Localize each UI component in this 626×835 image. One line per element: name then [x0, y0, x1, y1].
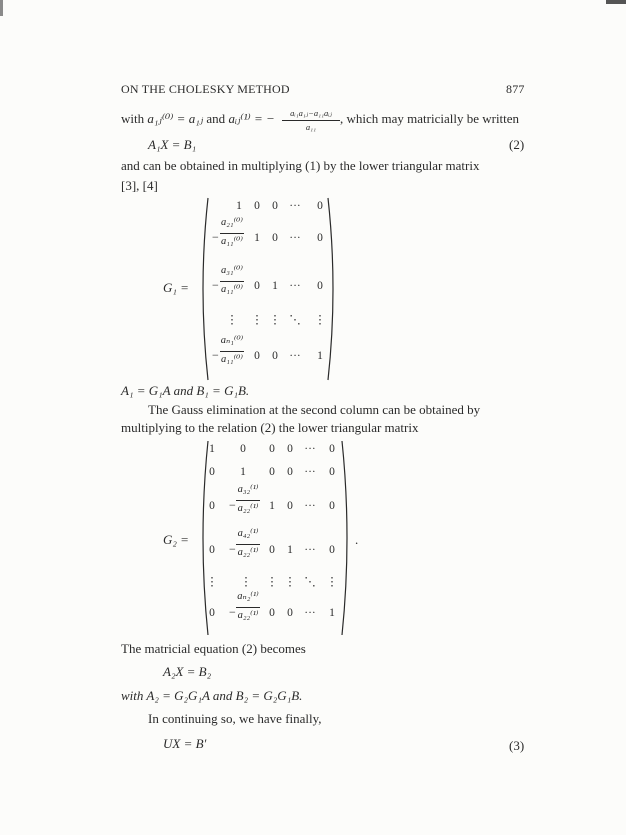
- paragraph-4: In continuing so, we have finally,: [148, 711, 322, 726]
- g2-r3-c4: 0: [287, 500, 293, 512]
- g2-r5-c2: ⋮: [240, 576, 252, 588]
- g2-r2-c1: 0: [209, 466, 215, 478]
- g1-r4-c4: ⋱: [289, 314, 301, 326]
- g1-r5-c2: 0: [254, 350, 260, 362]
- relation-1: A₁ = G₁A and B₁ = G₁B.: [121, 383, 250, 398]
- eq-aij-lhs: aᵢⱼ⁽¹⁾ = −: [228, 111, 275, 126]
- equation-3: UX = B′: [163, 736, 207, 751]
- line1-frac-num: aᵢ₁a₁ⱼ−a₁₁aᵢⱼ: [290, 108, 332, 118]
- running-title: ON THE CHOLESKY METHOD: [121, 82, 290, 96]
- g1-r2-c5: 0: [317, 232, 323, 244]
- g2-r3-minus: −: [229, 498, 236, 512]
- paragraph-1-line-a: and can be obtained in multiplying (1) by the lower triangular matrix: [121, 158, 480, 173]
- g1-r3-frac: [220, 266, 244, 295]
- g2-r6-c3: 0: [269, 607, 275, 619]
- g2-trailing-period: .: [355, 532, 359, 547]
- g1-label: G₁ =: [163, 280, 189, 295]
- g2-r3-c1: 0: [209, 500, 215, 512]
- g2-r2-c6: 0: [329, 466, 335, 478]
- paragraph-2-line-b: multiplying to the relation (2) the lower triangular matrix: [121, 420, 419, 435]
- g1-r2-minus: −: [212, 230, 219, 244]
- equation-3-label: (3): [509, 738, 525, 753]
- paragraph-2-line-a: The Gauss elimination at the second column can be obtained by: [148, 402, 481, 417]
- g2-label: G₂ =: [163, 532, 189, 547]
- g2-r6-den: a₂₂⁽¹⁾: [237, 609, 259, 621]
- g2-r6-frac: [236, 592, 260, 621]
- eq-a1j: a₁ⱼ⁽⁰⁾ = a₁ⱼ: [147, 111, 204, 126]
- g1-left-paren: [196, 196, 210, 382]
- g2-r3-num: a₃₂⁽¹⁾: [237, 484, 259, 495]
- g2-r4-minus: −: [229, 542, 236, 556]
- g2-r6-c4: 0: [287, 607, 293, 619]
- g1-r3-num: a₃₁⁽⁰⁾: [221, 265, 243, 276]
- g2-r4-den: a₂₂⁽¹⁾: [237, 546, 259, 558]
- g2-r6-c5: ···: [304, 607, 316, 619]
- g2-right-paren: [340, 439, 354, 637]
- paragraph-1-line-b: [3], [4]: [121, 178, 158, 193]
- g1-r2-c3: 0: [272, 232, 278, 244]
- g2-r3-c5: ···: [304, 500, 316, 512]
- equation-a2: A₂X = B₂: [163, 664, 212, 679]
- and-word: and: [206, 111, 226, 126]
- g1-r1-c2: 0: [254, 200, 260, 212]
- g1-r3-c3: 1: [272, 280, 278, 292]
- g2-r5-c6: ⋮: [326, 576, 338, 588]
- g2-r4-num: a₄₂⁽¹⁾: [237, 528, 259, 539]
- g2-r4-c5: ···: [304, 544, 316, 556]
- g1-r2-c4: ···: [289, 232, 301, 244]
- equation-2: A₁X = B₁: [148, 137, 197, 152]
- g2-r5-c3: ⋮: [266, 576, 278, 588]
- relation-2: with A₂ = G₂G₁A and B₂ = G₂G₁B.: [121, 688, 303, 703]
- g1-r5-c3: 0: [272, 350, 278, 362]
- g1-r5-num: aₙ₁⁽⁰⁾: [220, 335, 244, 346]
- g1-r1-c1: 1: [236, 200, 242, 212]
- g2-r5-c1: ⋮: [206, 576, 218, 588]
- g1-r4-c2: ⋮: [251, 314, 263, 326]
- paragraph-3: The matricial equation (2) becomes: [121, 641, 306, 656]
- g2-r1-c6: 0: [329, 443, 335, 455]
- line1-frac-den: a₁₁: [305, 122, 317, 132]
- g2-r3-frac: [236, 485, 260, 514]
- g1-r5-frac: [220, 336, 244, 365]
- g2-r2-c2: 1: [240, 466, 246, 478]
- g1-r2-den: a₁₁⁽⁰⁾: [221, 235, 243, 247]
- g1-r4-c5: ⋮: [314, 314, 326, 326]
- page-number: 877: [506, 82, 525, 96]
- g1-r5-c5: 1: [317, 350, 323, 362]
- g2-r1-c2: 0: [240, 443, 246, 455]
- scan-edge-mark: [0, 0, 3, 16]
- g2-r4-c1: 0: [209, 544, 215, 556]
- g2-r2-c4: 0: [287, 466, 293, 478]
- g2-r1-c1: 1: [209, 443, 215, 455]
- g1-r5-minus: −: [212, 348, 219, 362]
- g1-r4-c1: ⋮: [226, 314, 238, 326]
- g2-r6-c6: 1: [329, 607, 335, 619]
- g2-r3-den: a₂₂⁽¹⁾: [237, 502, 259, 514]
- g2-r6-minus: −: [229, 605, 236, 619]
- g1-r4-c3: ⋮: [269, 314, 281, 326]
- g2-r2-c5: ···: [304, 466, 316, 478]
- g1-r3-c4: ···: [289, 280, 301, 292]
- g2-r4-c3: 0: [269, 544, 275, 556]
- scan-corner-mark: [606, 0, 626, 4]
- with-word: with: [121, 111, 145, 126]
- g2-r4-frac: [236, 529, 260, 558]
- g1-r3-c2: 0: [254, 280, 260, 292]
- g1-r5-den: a₁₁⁽⁰⁾: [221, 353, 243, 365]
- g2-r3-c3: 1: [269, 500, 275, 512]
- g1-r3-minus: −: [212, 278, 219, 292]
- line1-fraction: [282, 108, 340, 132]
- g1-r2-c2: 1: [254, 232, 260, 244]
- g2-r5-c5: ⋱: [304, 576, 316, 588]
- g2-r1-c3: 0: [269, 443, 275, 455]
- text-line-1: [121, 111, 275, 127]
- g2-r5-c4: ⋮: [284, 576, 296, 588]
- g2-r6-c1: 0: [209, 607, 215, 619]
- g1-r2-num: a₂₁⁽⁰⁾: [221, 217, 243, 228]
- g2-r1-c5: ···: [304, 443, 316, 455]
- g2-r2-c3: 0: [269, 466, 275, 478]
- line1-suffix: , which may matricially be written: [340, 111, 520, 126]
- g1-r1-c4: ···: [289, 200, 301, 212]
- g1-r3-c5: 0: [317, 280, 323, 292]
- equation-2-label: (2): [509, 137, 525, 152]
- g2-r3-c6: 0: [329, 500, 335, 512]
- g2-r1-c4: 0: [287, 443, 293, 455]
- g1-r2-frac: [220, 218, 244, 247]
- g1-r5-c4: ···: [289, 350, 301, 362]
- g2-r4-c6: 0: [329, 544, 335, 556]
- g1-r3-den: a₁₁⁽⁰⁾: [221, 283, 243, 295]
- g2-r6-num: aₙ₂⁽¹⁾: [237, 591, 259, 602]
- g1-r1-c5: 0: [317, 200, 323, 212]
- g2-r4-c4: 1: [287, 544, 293, 556]
- g1-r1-c3: 0: [272, 200, 278, 212]
